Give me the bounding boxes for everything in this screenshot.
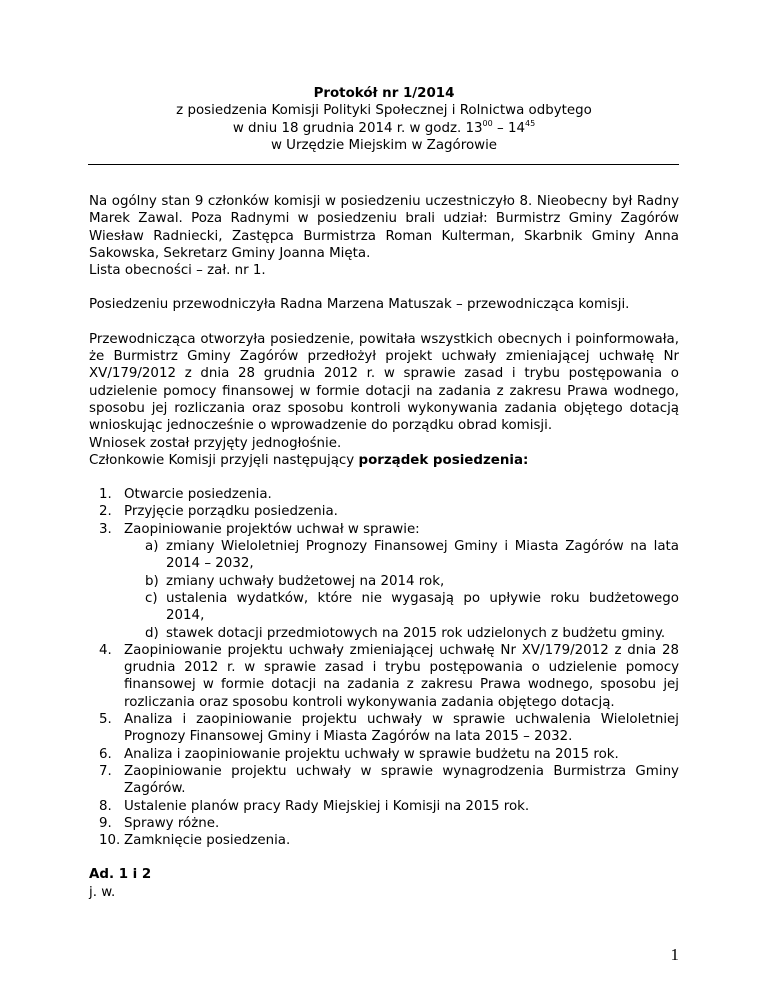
page-number: 1	[670, 945, 679, 964]
agenda-subitem	[89, 590, 679, 625]
agenda-subitem-letter: b)	[145, 573, 159, 589]
end-minutes: 45	[524, 118, 536, 128]
agenda-item-text: Przyjęcie porządku posiedzenia.	[124, 504, 338, 520]
agenda-item-text: Zamknięcie posiedzenia.	[124, 833, 291, 849]
agenda-item-number: 4.	[99, 642, 112, 658]
agenda-subitem	[89, 625, 679, 642]
agenda-item-text: Zaopiniowanie projektu uchwały zmieniającej uchwałę Nr XV/179/2012 z dnia 28 grudnia 2012 r. w sprawie zasad i trybu postępowania o udzielenie pomocy finansowej w formie dotacji na zadania z zakresu Prawa wodnego, sposobu jej rozliczania oraz sposobu kontroli wykonywania zadania objętego dotacją.	[124, 642, 679, 710]
agenda-item	[89, 815, 679, 832]
agenda-subitem-text: zmiany uchwały budżetowej na 2014 rok,	[166, 573, 445, 589]
agenda-item-number: 2.	[99, 504, 112, 520]
agenda-item-number: 8.	[99, 798, 112, 814]
attendance-paragraph: Na ogólny stan 9 członków komisji w posiedzeniu uczestniczyło 8. Nieobecny był Radny Marek Zawal. Poza Radnymi w posiedzeniu brali udział: Burmistrz Gminy Zagórów Wiesław Radniecki, Zastępca Burmistrza Roman Kulterman, Skarbnik Gminy Anna Sakowska, Sekretarz Gminy Joanna Mięta.	[89, 194, 679, 261]
agenda-item	[89, 486, 679, 503]
agenda-item	[89, 521, 679, 538]
agenda-sublist	[89, 538, 679, 642]
header-location: w Urzędzie Miejskim w Zagórowie	[270, 137, 498, 153]
agenda-item-number: 5.	[99, 712, 112, 728]
header-divider	[88, 164, 679, 165]
header-time-dash: – 14	[492, 120, 525, 136]
agenda-subitem	[89, 538, 679, 573]
agenda-subitem-text: ustalenia wydatków, które nie wygasają po upływie roku budżetowego 2014,	[166, 590, 679, 624]
attendance-list-note: Lista obecności – zał. nr 1.	[89, 263, 266, 279]
agenda-list	[89, 486, 679, 538]
header-date-time	[0, 120, 768, 137]
agenda-intro-text: Członkowie Komisji przyjęli następujący	[89, 452, 359, 468]
agenda-subitem-text: stawek dotacji przedmiotowych na 2015 rok udzielonych z budżetu gminy.	[166, 625, 666, 641]
agenda-item-number: 1.	[99, 487, 112, 503]
agenda-item	[89, 763, 679, 798]
document-body	[89, 193, 679, 901]
agenda-item-number: 10.	[99, 833, 121, 849]
agenda-subitem	[89, 573, 679, 590]
agenda-item-number: 7.	[99, 763, 112, 779]
document-header	[0, 85, 768, 154]
agenda-item	[89, 832, 679, 849]
start-minutes: 00	[482, 118, 493, 128]
agenda-item-text: Sprawy różne.	[124, 815, 220, 831]
agenda-item-text: Analiza i zaopiniowanie projektu uchwały w sprawie uchwalenia Wieloletniej Prognozy Finansowej Gminy i Miasta Zagórów na lata 2015 – 2032.	[124, 712, 679, 745]
agenda-item	[89, 711, 679, 746]
chair-paragraph: Posiedzeniu przewodniczyła Radna Marzena Matuszak – przewodnicząca komisji.	[89, 297, 630, 313]
section-text: j. w.	[89, 884, 116, 900]
agenda-subitem-letter: a)	[145, 539, 159, 555]
agenda-item-text: Ustalenie planów pracy Rady Miejskiej i Komisji na 2015 rok.	[124, 798, 530, 814]
agenda-item	[89, 746, 679, 763]
section-heading: Ad. 1 i 2	[89, 867, 152, 883]
agenda-item-text: Zaopiniowanie projektu uchwały w sprawie wynagrodzenia Burmistrza Gminy Zagórów.	[124, 763, 679, 797]
motion-result: Wniosek został przyjęty jednogłośnie.	[89, 435, 342, 451]
agenda-item	[89, 642, 679, 711]
agenda-item	[89, 503, 679, 520]
agenda-item-number: 3.	[99, 521, 112, 537]
document-title: Protokół nr 1/2014	[313, 86, 455, 101]
agenda-item-number: 9.	[99, 815, 112, 831]
agenda-item-text: Zaopiniowanie projektów uchwał w sprawie:	[124, 521, 420, 537]
agenda-list-continued	[89, 642, 679, 850]
agenda-item-text: Otwarcie posiedzenia.	[124, 487, 272, 503]
header-subtitle: z posiedzenia Komisji Polityki Społecznej i Rolnictwa odbytego	[176, 103, 592, 119]
agenda-item-text: Analiza i zaopiniowanie projektu uchwały w sprawie budżetu na 2015 rok.	[124, 746, 619, 762]
agenda-subitem-letter: c)	[145, 590, 158, 606]
agenda-intro	[89, 452, 679, 469]
agenda-subitem-text: zmiany Wieloletniej Prognozy Finansowej Gminy i Miasta Zagórów na lata 2014 – 2032,	[166, 539, 679, 572]
agenda-subitem-letter: d)	[145, 625, 159, 641]
header-date-text: w dniu 18 grudnia 2014 r. w godz. 13	[232, 120, 483, 136]
agenda-item	[89, 798, 679, 815]
agenda-intro-bold: porządek posiedzenia:	[358, 452, 529, 468]
opening-paragraph: Przewodnicząca otworzyła posiedzenie, powitała wszystkich obecnych i poinformowała, że Burmistrz Gminy Zagórów przedłożył projekt uchwały zmieniającej uchwałę Nr XV/179/2012 z dnia 28 grudnia 2012 r. w sprawie zasad i trybu postępowania o udzielenie pomocy finansowej w formie dotacji na zadania z zakresu Prawa wodnego, sposobu jej rozliczania oraz sposobu kontroli wykonywania zadania objętego dotacją wnioskując jednocześnie o wprowadzenie do porządku obrad komisji.	[89, 331, 679, 434]
agenda-item-number: 6.	[99, 746, 112, 762]
